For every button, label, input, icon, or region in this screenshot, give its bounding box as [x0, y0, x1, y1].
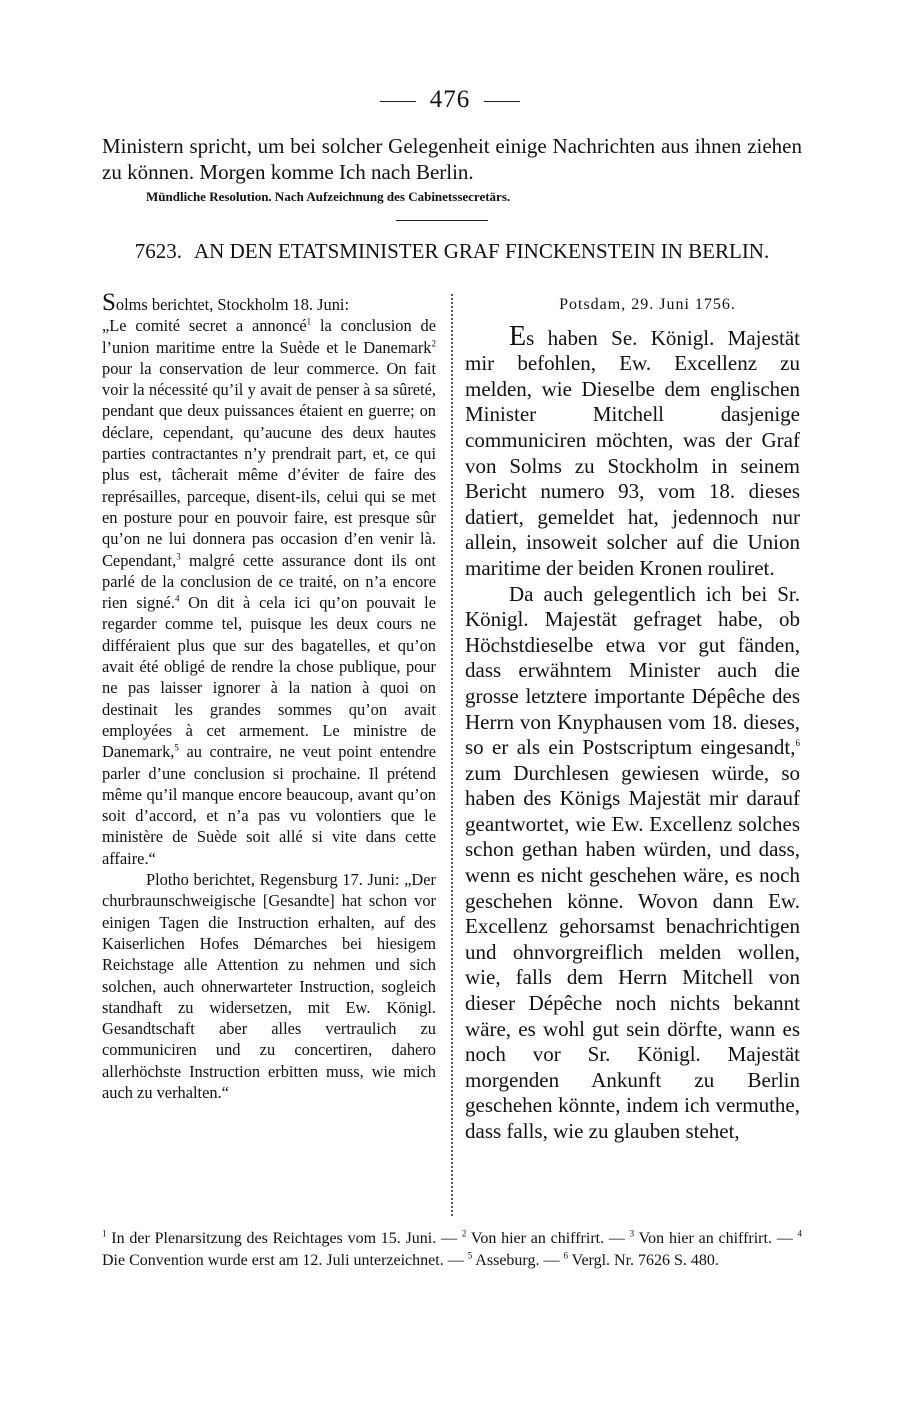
footnote-text-6: Vergl. Nr. 7626 S. 480. — [567, 1251, 719, 1269]
drop-initial-left: S — [102, 289, 116, 316]
footnote-label-5: 5 — [467, 1250, 473, 1261]
letter-dateline: Potsdam, 29. Juni 1756. — [559, 296, 736, 313]
solms-report-intro: olms berichtet, Stockholm 18. Juni: — [115, 295, 350, 314]
solms-report-text-d: malgré cette assurance dont ils ont parlé de la conclusion de ce traité, on n’a encore rien signé. — [102, 550, 436, 613]
plotho-report-paragraph: Plotho berichtet, Regensburg 17. Juni: „Der churbraunschweigische [Gesandte] hat schon vor einigen Tagen die Instruction erhalten, auf des Kaiserlichen Hofes Démarches bei hiesigem Reichstage alle Attention zu nehmen und sich solchen, auch ohnerwarteter Instruction, sogleich standhaft zu widersetzen, mit Ew. Königl. Gesandtschaft aber alles vertraulich zu communiciren und zu concertiren, dahero allerhöchste Instruction erbitten muss, wie mich auch zu verhalten.“ — [102, 870, 436, 1102]
footnote-marker-6: 6 — [795, 738, 800, 749]
document-number: 7623. — [134, 239, 182, 263]
letter-paragraph-2-text-a: Da auch gelegentlich ich bei Sr. Königl. Majestät gefraget habe, ob Höchstdieselbe etwa vor gut fänden, dass erwähntem Minister auch die grosse letztere importante Dépêche des Herrn von Knyphausen vom 18. dieses, so er als ein Postscriptum eingesandt, — [465, 581, 800, 760]
solms-report-text-c: pour la conservation de leur commerce. On fait voir la nécessité qu’il y avait de penser à sa sûreté, pendant que deux puissances étaient en guerre; on déclare, cependant, qu’aucune des deux hautes parties contractantes n’y prendrait part, et, ce qui plus est, tâcherait même d’éviter de faire des représailles, parceque, disent-ils, celui qui se met en posture pour en pouvoir faire, est presque sûr qu’on ne lui donnera pas occasion d’en venir là. Cependant, — [102, 358, 436, 570]
drop-initial-right: E — [509, 320, 527, 352]
footnote-text-3: Von hier an chiffrirt. — — [634, 1230, 798, 1247]
footnote-marker-1: 1 — [306, 316, 312, 327]
footnote-marker-2: 2 — [431, 338, 436, 349]
footnote-text-5: Asseburg. — — [472, 1251, 564, 1269]
footnote-label-1: 1 — [102, 1228, 107, 1239]
page-number — [0, 86, 900, 114]
section-divider — [396, 220, 488, 221]
footnote-label-6: 6 — [563, 1250, 568, 1261]
page-number-dash-right — [484, 101, 520, 102]
footnote-label-2: 2 — [461, 1228, 467, 1239]
page-number-dash-left — [380, 101, 416, 102]
resolution-note: Mündliche Resolution. Nach Aufzeichnung des Cabinetssecretärs. — [146, 189, 511, 204]
solms-report-paragraph — [102, 289, 437, 869]
solms-report-text-f: au contraire, ne veut point entendre parler d’une conclusion si prochaine. Il prétend même qu’il manque encore beaucoup, avant qu’on soit d’accord, et n’a pas vu volontiers que le ministère de Suède soit allé si vite dans cette affaire.“ — [102, 742, 436, 868]
footnotes — [102, 1228, 802, 1271]
letter-paragraph-2-text-b: zum Durchlesen gewiesen würde, so haben des Königs Majestät mir darauf geantwortet, wie Ew. Excellenz solches schon gethan haben würden, und dass, wenn es nicht geschehen wäre, es noch geschehen könne. Wovon dann Ew. Excellenz gehorsamst benachrichtigen und ohnvorgreiflich melden wollen, wie, falls dem Herrn Mitchell von dieser Dépêche noch nichts bekannt wäre, es wohl gut sein dörfte, wann es noch vor Sr. Königl. Majestät morgenden Ankunft zu Berlin geschehen könnte, indem ich vermuthe, dass falls, wie zu glauben stehet, — [465, 760, 800, 1143]
letter-paragraph-1 — [465, 320, 800, 582]
page-number-text: 476 — [429, 86, 471, 113]
carryover-paragraph: Ministern spricht, um bei solcher Gelegenheit einige Nachrichten aus ihnen ziehen zu können. Morgen komme Ich nach Berlin. — [102, 134, 802, 184]
right-column — [465, 292, 800, 1145]
solms-report-text-a: „Le comité secret a annoncé — [102, 316, 307, 336]
footnote-label-4: 4 — [797, 1228, 803, 1239]
document-heading — [102, 240, 802, 262]
footnote-marker-3: 3 — [176, 551, 181, 562]
letter-paragraph-1-text: s haben Se. Königl. Majestät mir befohlen, Ew. Excellenz zu melden, wie Dieselbe dem englischen Minister Mitchell dasjenige communiciren möchten, was der Graf von Solms zu Stockholm in seinem Bericht numero 93, vom 18. dieses datiert, gemeldet hat, jedennoch nur allein, insoweit solcher auf die Union maritime der beiden Kronen rouliret. — [465, 325, 800, 580]
footnote-label-3: 3 — [629, 1228, 635, 1239]
column-divider — [451, 294, 453, 1216]
footnote-text-1: In der Plenarsitzung des Reichtages vom 15. Juni. — — [106, 1230, 462, 1247]
left-column — [102, 289, 437, 1103]
footnote-text-2: Von hier an chiffrirt. — — [466, 1230, 630, 1247]
letter-paragraph-2 — [465, 582, 800, 1145]
footnote-marker-4: 4 — [174, 593, 180, 604]
document-title: AN DEN ETATSMINISTER GRAF FINCKENSTEIN IN BERLIN. — [194, 239, 770, 263]
footnote-marker-5: 5 — [174, 742, 179, 753]
footnote-text-4: Die Convention wurde erst am 12. Juli unterzeichnet. — — [102, 1251, 468, 1269]
solms-report-text-b: la conclusion de l’union maritime entre la Suède et le Danemark — [102, 316, 437, 357]
solms-report-text-e: On dit à cela ici qu’on pouvait le regarder comme tel, puisque les deux cours ne différaient plus que sur des bagatelles, et qu’on avait été obligé de rendre la chose publique, pour ne pas laisser ignorer à la nation à quoi on destinait les grandes sommes qu’on avait employées à cet armement. Le ministre de Danemark, — [102, 593, 437, 762]
